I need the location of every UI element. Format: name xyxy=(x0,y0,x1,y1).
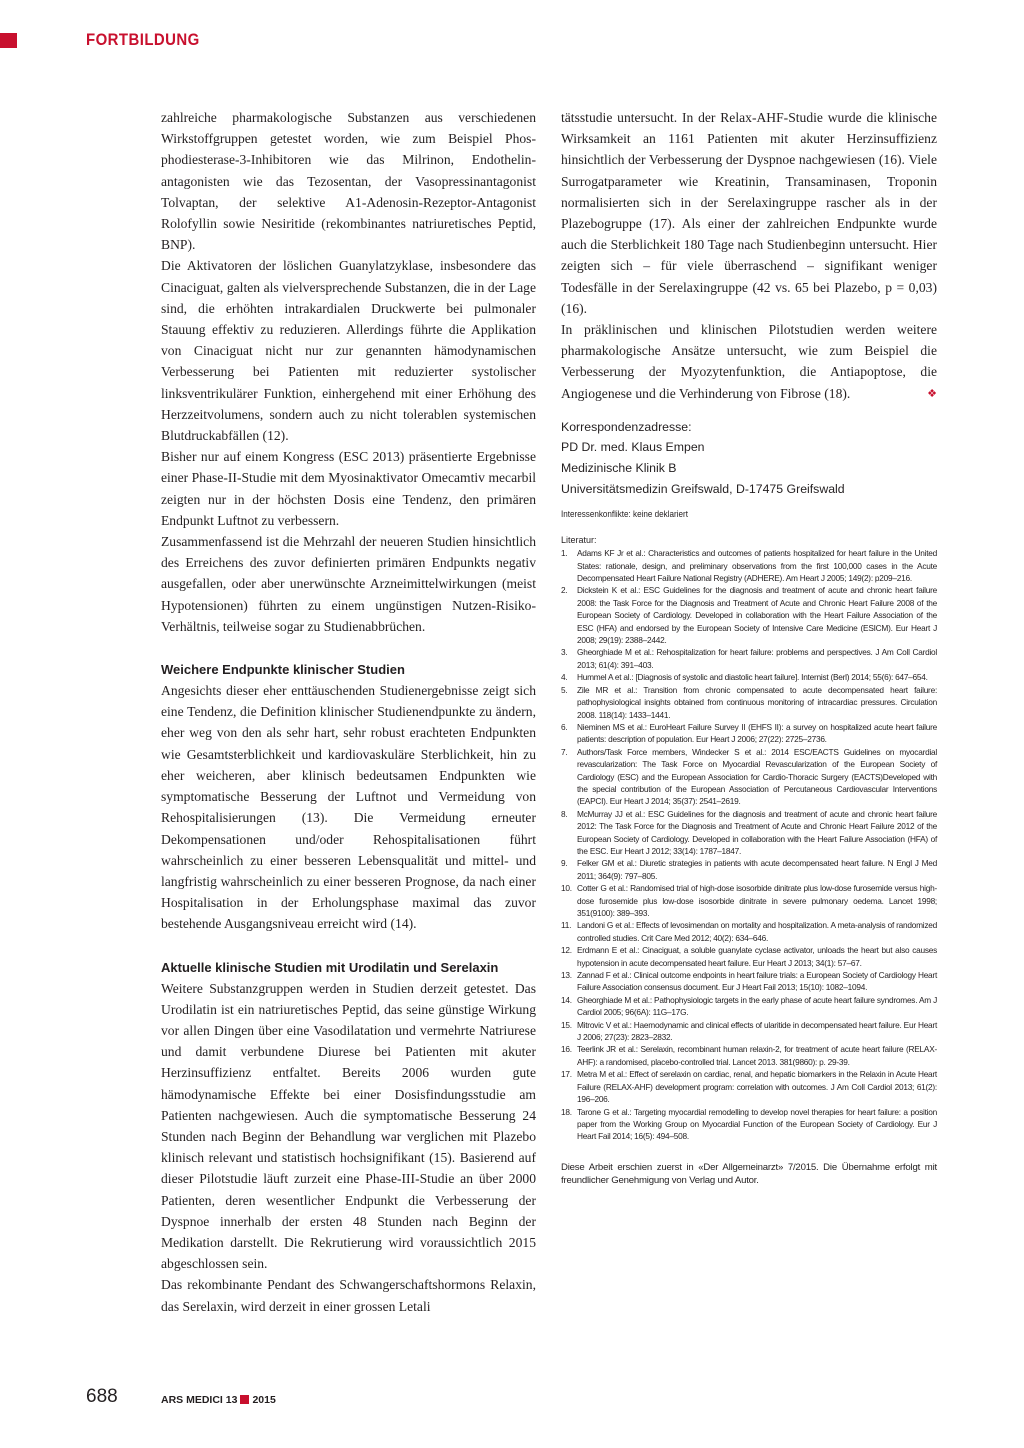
reference-text: Erdmann E et al.: Cinaciguat, a soluble guanylate cyclase activator, unloads the heart but also causes hypotension in acute decompensated heart failure. Eur Heart J 2013; 34(1): 57–67. xyxy=(577,945,937,968)
journal-year: 2015 xyxy=(252,1394,276,1406)
paragraph-final xyxy=(561,319,937,404)
left-paragraphs-a xyxy=(161,107,536,637)
reference-number: 12. xyxy=(561,945,572,956)
reference-number: 10. xyxy=(561,883,572,894)
page-number: 688 xyxy=(86,1386,118,1407)
reference-text: Felker GM et al.: Diuretic strategies in patients with acute decompensated heart failure. N Engl J Med 2011; 364(9): 797–805. xyxy=(577,858,937,881)
reference-number: 18. xyxy=(561,1106,572,1117)
reference-text: Gheorghiade M et al.: Pathophysiologic targets in the early phase of acute heart failure syndromes. Am J Cardiol 2005; 96(6A): 11G–17G. xyxy=(577,994,937,1018)
reference-text: Adams KF Jr et al.: Characteristics and outcomes of patients hospitalized for heart failure in the United States: rationale, design, and preliminary observations from the first 100,000 cases in the Acute Decompensated Heart Failure National Registry (ADHERE). Am Heart J 2005; 149(2): p209–216. xyxy=(577,548,937,584)
reference-number: 13. xyxy=(561,970,572,981)
reference-number: 3. xyxy=(561,647,568,658)
reference-item xyxy=(561,1043,937,1068)
paragraph: tätsstudie untersucht. In der Relax-AHF-Studie wurde die klinische Wirksamkeit an 1161 Patienten mit akuter Herzinsuffizienz hinsichtlich der Verbesserung der Dyspnoe nachgewiesen (16). Viele Surrogatparameter wie Kreatinin, Transaminasen, Troponin normalisierten sich in der Serelaxingruppe rascher als in der Plazebogruppe (17). Als einer der zahlreichen Endpunkte wurde auch die Sterblichkeit 180 Tage nach Studienbeginn untersucht. Hier zeigten sich – für viele überraschend – signifikant weniger Todesfälle in der Serelaxingruppe (42 vs. 65 bei Plazebo, p = 0,03) (16). xyxy=(561,110,937,316)
reference-number: 1. xyxy=(561,548,568,559)
reference-text: Zile MR et al.: Transition from chronic compensated to acute decompensated heart failure: pathophysiological insights obtained from continuous monitoring of intracardiac pressures. Circulation 2008. 118(14): 1433–1441. xyxy=(577,684,937,720)
reference-text: Gheorghiade M et al.: Rehospitalization for heart failure: problems and perspectives. J Am Coll Cardiol 2013; 61(4): 391–403. xyxy=(577,647,937,670)
reference-number: 17. xyxy=(561,1069,572,1080)
section-heading-endpoints: Weichere Endpunkte klinischer Studien xyxy=(161,662,405,678)
correspondence-department: Medizinische Klinik B xyxy=(561,461,677,476)
conflict-of-interest: Interessenkonflikte: keine deklariert xyxy=(561,509,688,520)
correspondence-address-line: Universitätsmedizin Greifswald, D-17475 Greifswald xyxy=(561,481,845,496)
reference-text: Cotter G et al.: Randomised trial of high-dose isosorbide dinitrate plus low-dose furosemide versus high-dose furosemide plus low-dose isosorbide dinitrate in severe pulmonary oedema. Lancet 1998; 351(9100): 389–393. xyxy=(577,883,937,918)
reference-item xyxy=(561,1068,937,1105)
reference-number: 9. xyxy=(561,858,568,869)
reference-text: Hummel A et al.: [Diagnosis of systolic and diastolic heart failure]. Internist (Berl) 2014; 55(6): 647–654. xyxy=(577,672,928,683)
reference-item xyxy=(561,721,937,746)
paragraph: Das rekombinante Pendant des Schwangerschaftshormons Relaxin, das Serelaxin, wird derzeit in einer grossen Letali xyxy=(161,1277,536,1314)
paragraph: Zusammenfassend ist die Mehrzahl der neueren Studien hinsichtlich des Erreichens des zuvor definierten primären Endpunkts negativ ausgefallen, oder aber unerwünschte Arzneimittelwirkungen (meist Hypotensionen) führten zu einem ungünstigen Nutzen-Risiko-Verhältnis, teilweise sogar zu Studienabbrüchen. xyxy=(161,534,536,634)
paragraph: Weitere Substanzgruppen werden in Studien derzeit getestet. Das Urodilatin ist ein natriuretisches Peptid, das seine günstige Wirkung vor allen Dingen über eine Vasodilatation und vermehrte Natriurese und damit verbundene Diurese bei Patienten mit akuter Herzinsuffizienz entfaltet. Bereits 2006 wurden gute hämodynamische Effekte bei einer Dosisfindungsstudie am Patienten nachgewiesen. Auch die symptomatische Besserung 24 Stunden nach Beginn der Behandlung war verglichen mit Plazebo klinisch relevant und statistisch hochsignifikant (15). Basierend auf dieser Pilotstudie läuft zurzeit eine Phase-III-Studie an über 2000 Patienten, deren wesentlicher Endpunkt die Verbesserung der Dyspnoe innerhalb der ersten 48 Stunden nach Beginn der Medikation darstellt. Die Rekrutierung wird voraussichtlich 2015 abgeschlossen sein. xyxy=(161,980,536,1272)
reference-number: 7. xyxy=(561,746,568,757)
reference-item xyxy=(561,1019,937,1044)
correspondence-label: Korrespondenzadresse: xyxy=(561,419,692,434)
reference-item xyxy=(561,646,937,671)
correspondence-name: PD Dr. med. Klaus Empen xyxy=(561,440,705,455)
reference-item xyxy=(561,684,937,721)
publication-note: Diese Arbeit erschien zuerst in «Der Allgemeinarzt» 7/2015. Die Übernahme erfolgt mit freundlicher Genehmigung von Verlag und Autor. xyxy=(561,1161,937,1187)
reference-item xyxy=(561,547,937,584)
paragraph: Bisher nur auf einem Kongress (ESC 2013) präsentierte Ergebnisse einer Phase-II-Studie mit dem Myosinaktivator Omecamtiv mecarbil zeigten nur in der höchsten Dosis eine Tendenz, den primären Endpunkt Luftnot zu verbessern. xyxy=(161,449,536,528)
paragraph-text: In präklinischen und klinischen Pilotstudien werden weitere pharmakologische Ansätze untersucht, wie zum Beispiel die Verbesserung der Myozytenfunktion, die Antiapoptose, die Angiogenese und die Verhinderung von Fibrose (18). xyxy=(561,322,937,401)
correspondence-address xyxy=(561,417,937,499)
footer-square-mark xyxy=(240,1395,249,1404)
reference-item xyxy=(561,969,937,994)
reference-text: Nieminen MS et al.: EuroHeart Failure Survey II (EHFS II): a survey on hospitalized acute heart failure patients: description of population. Eur Heart J 2006; 27(22): 2725–2736. xyxy=(577,721,937,745)
journal-footer xyxy=(161,1394,276,1406)
paragraph: Angesichts dieser eher enttäuschenden Studienergebnisse zeigt sich eine Tendenz, die Definition klinischer Studienendpunkte zu ändern, eher weg von den als sehr hart, sehr robust erachteten Endpunkten wie Gesamtsterblichkeit und kardiovaskuläre Sterblichkeit, hin zu eher weicheren, aber klinisch bedeutsamen Endpunkten wie symptomatische Besserung der Luftnot und Vermeidung von Rehospitalisierungen (13). Die Vermeidung erneuter Dekompensationen und/oder Rehospitalisationen führt wahrscheinlich zu einer besseren Lebensqualität und mittel- und langfristig wahrscheinlich zu einer besseren Prognose, da nach einer Hospitalisation in der Erholungsphase maximal das zuvor bestehende Ausgangsniveau erreicht wird (14). xyxy=(161,683,536,932)
reference-text: Tarone G et al.: Targeting myocardial remodelling to develop novel therapies for heart failure: a position paper from the Working Group on Myocardial Function of the European Society of Cardiology. Eur J Heart Fail 2014; 16(5): 494–508. xyxy=(577,1106,937,1142)
reference-item xyxy=(561,944,937,969)
reference-number: 11. xyxy=(561,920,572,931)
reference-text: McMurray JJ et al.: ESC Guidelines for the diagnosis and treatment of acute and chronic heart failure 2012: The Task Force for the Diagnosis and Treatment of Acute and Chronic Heart Failure 2012 of the European Society of Cardiology. Developed in collaboration with the Heart Failure Association (HFA) of the ESC. Eur Heart J 2012; 33(14): 1787–1847. xyxy=(577,808,937,856)
end-of-article-icon: ❖ xyxy=(927,387,937,400)
reference-item xyxy=(561,994,937,1019)
reference-item xyxy=(561,857,937,882)
reference-list xyxy=(561,547,937,1143)
reference-text: Zannad F et al.: Clinical outcome endpoints in heart failure trials: a European Society of Cardiology Heart Failure Association consensus document. Eur J Heart Fail 2013; 15(10): 1082–1094. xyxy=(577,970,937,993)
literature-heading: Literatur: xyxy=(561,535,597,546)
paragraph: Die Aktivatoren der löslichen Guanylatzyklase, insbesondere das Cinaciguat, galten als vielversprechende Substanzen, die in der Lage sind, die erhöhten intrakardialen Druckwerte bei pulmonaler Stauung effektiv zu reduzieren. Allerdings führte die Applikation von Cinaciguat nicht nur zur genannten hämodynamischen Verbesserung bei Patienten mit reduzierter systolischer linksventrikulärer Funktion, einhergehend mit einer Erhöhung des Herzzeitvolumens, sondern auch zu nicht tolerablen systemischen Blutdruckabfällen (12). xyxy=(161,258,536,444)
reference-text: Teerlink JR et al.: Serelaxin, recombinant human relaxin-2, for treatment of acute heart failure (RELAX-AHF): a randomised, placebo-controlled trial. Lancet 2013. 381(9860): p. 29-39. xyxy=(577,1044,937,1067)
reference-item xyxy=(561,584,937,646)
left-column xyxy=(161,107,536,1317)
section-title: FORTBILDUNG xyxy=(86,30,200,49)
reference-number: 5. xyxy=(561,684,568,695)
paragraph: zahlreiche pharmakologische Substanzen aus verschiedenen Wirkstoffgruppen getestet worden, wie zum Beispiel Phosphodiesterase-3-Inhibitoren wie das Milrinon, Endothelinantagonisten wie das Tezosentan, der Vasopressinantagonist Tolvaptan, der selektive A1-Adenosin-Rezeptor-Antagonist Rolofyllin sowie Nesiritide (rekombinantes natriuretisches Peptid, BNP). xyxy=(161,110,536,253)
reference-item xyxy=(561,1106,937,1143)
reference-text: Authors/Task Force members, Windecker S et al.: 2014 ESC/EACTS Guidelines on myocardial revascularization: The Task Force on Myocardial Revascularization of the European Society of Cardiology (ESC) and the European Association for Cardio-Thoracic Surgery (EACTS)Developed with the special contribution of the European Association of Percutaneous Cardiovascular Interventions (EAPCI). Eur Heart J 2014; 35(37): 2541–2619. xyxy=(577,746,937,807)
reference-item xyxy=(561,808,937,858)
reference-number: 16. xyxy=(561,1044,572,1055)
reference-number: 15. xyxy=(561,1019,572,1030)
reference-item xyxy=(561,882,937,919)
reference-text: Mitrovic V et al.: Haemodynamic and clinical effects of ularitide in decompensated heart failure. Eur Heart J 2006; 27(23): 2823–2832. xyxy=(577,1019,937,1043)
reference-number: 2. xyxy=(561,585,568,596)
reference-number: 8. xyxy=(561,808,568,819)
reference-text: Landoni G et al.: Effects of levosimendan on mortality and hospitalization. A meta-analysis of randomized controlled studies. Crit Care Med 2012; 40(2): 634–646. xyxy=(577,920,937,943)
section-heading-current-studies: Aktuelle klinische Studien mit Urodilatin und Serelaxin xyxy=(161,959,499,975)
right-column xyxy=(561,107,937,1188)
reference-number: 14. xyxy=(561,994,572,1005)
reference-number: 6. xyxy=(561,721,568,732)
section-color-mark xyxy=(0,33,17,48)
journal-name: ARS MEDICI 13 xyxy=(161,1394,238,1406)
reference-item xyxy=(561,746,937,808)
reference-item xyxy=(561,919,937,944)
reference-number: 4. xyxy=(561,672,568,683)
reference-text: Metra M et al.: Effect of serelaxin on cardiac, renal, and hepatic biomarkers in the Relaxin in Acute Heart Failure (RELAX-AHF) development program: correlation with outcomes. J Am Coll Cardiol 2013; 61(2): 196–206. xyxy=(577,1069,937,1105)
reference-text: Dickstein K et al.: ESC Guidelines for the diagnosis and treatment of acute and chronic heart failure 2008: the Task Force for the Diagnosis and Treatment of Acute and Chronic Heart Failure 2008 of the European Society of Cardiology. Developed in collaboration with the Heart Failure Association of the ESC (HFA) and endorsed by the European Society of Intensive Care Medicine (ESICM). Eur Heart J 2008; 29(19): 2388–2442. xyxy=(577,585,937,646)
reference-item xyxy=(561,671,937,683)
